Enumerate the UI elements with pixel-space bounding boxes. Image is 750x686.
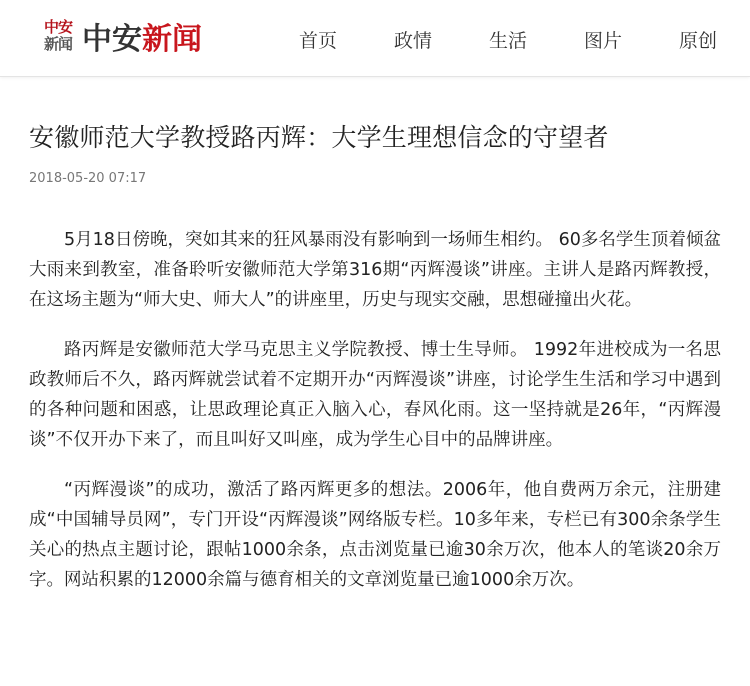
article-paragraph: 5月18日傍晚，突如其来的狂风暴雨没有影响到一场师生相约。 60多名学生顶着倾盆大雨来到教室，准备聆听安徽师范大学第316期“丙辉漫谈”讲座。主讲人是路丙辉教授，在这场主题为“师大史、师大人”的讲座里，历史与现实交融，思想碰撞出火花。 bbox=[29, 230, 721, 310]
logo-text-black: 中安 bbox=[82, 22, 142, 57]
nav-politics[interactable]: 政情 bbox=[394, 30, 433, 52]
logo-mark-line2: 新闻 bbox=[43, 35, 72, 53]
article-paragraph: 路丙辉是安徽师范大学马克思主义学院教授、博士生导师。 1992年进校成为一名思政教师后不久，路丙辉就尝试着不定期开办“丙辉漫谈”讲座，讨论学生生活和学习中遇到的各种问题和困惑，让思政理论真正入脑入心，春风化雨。这一坚持就是26年，“丙辉漫谈”不仅开办下来了，而且叫好又叫座，成为学生心目中的品牌讲座。 bbox=[29, 340, 721, 450]
article-title: 安徽师范大学教授路丙辉：大学生理想信念的守望者 bbox=[29, 123, 609, 152]
nav-original[interactable]: 原创 bbox=[679, 30, 718, 52]
nav-home[interactable]: 首页 bbox=[299, 30, 338, 52]
article-paragraph: “丙辉漫谈”的成功，激活了路丙辉更多的想法。2006年，他自费两万余元，注册建成“中国辅导员网”，专门开设“丙辉漫谈”网络版专栏。10多年来，专栏已有300余条学生关心的热点主题讨论，跟帖1000余条，点击浏览量已逾30余万次，他本人的笔谈20余万字。网站积累的12000余篇与德育相关的文章浏览量已逾1000余万次。 bbox=[29, 480, 721, 590]
nav-life[interactable]: 生活 bbox=[489, 30, 528, 52]
site-header bbox=[0, 0, 750, 77]
article-body bbox=[29, 225, 721, 615]
logo-text-red: 新闻 bbox=[142, 22, 202, 57]
article-date: 2018-05-20 07:17 bbox=[29, 171, 147, 186]
logo-mark-line1: 中安 bbox=[43, 18, 72, 36]
main-nav bbox=[0, 0, 750, 76]
nav-pictures[interactable]: 图片 bbox=[584, 30, 623, 52]
